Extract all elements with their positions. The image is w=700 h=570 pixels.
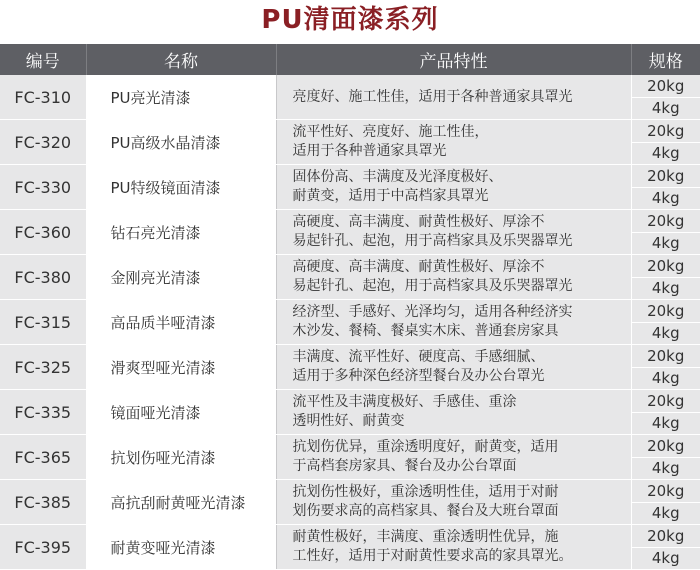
description-line: 适用于各种普通家具罩光 [293, 142, 631, 161]
product-description [276, 165, 631, 210]
table-row [0, 75, 700, 120]
product-description [276, 255, 631, 300]
product-name: PU特级镜面清漆 [86, 165, 276, 210]
spec-small: 4kg [632, 233, 700, 255]
description-line: 流平性及丰满度极好、手感佳、重涂 [293, 393, 631, 412]
table-row [0, 165, 700, 210]
product-code: FC-310 [0, 75, 86, 120]
product-code: FC-325 [0, 345, 86, 390]
spec-small: 4kg [632, 368, 700, 390]
product-name: 耐黄变哑光清漆 [86, 525, 276, 570]
product-code: FC-335 [0, 390, 86, 435]
table-row [0, 210, 700, 255]
product-description [276, 435, 631, 480]
description-line: 于高档套房家具、餐台及办公台罩面 [293, 457, 631, 476]
product-description [276, 480, 631, 525]
spec-small: 4kg [632, 98, 700, 120]
description-line: 易起针孔、起泡，用于高档家具及乐哭器罩光 [293, 277, 631, 296]
description-line: 抗划伤优异，重涂透明度好，耐黄变，适用 [293, 438, 631, 457]
spec-small: 4kg [632, 278, 700, 300]
product-code: FC-360 [0, 210, 86, 255]
spec-large: 20kg [632, 255, 700, 278]
product-code: FC-330 [0, 165, 86, 210]
description-line: 适用于多种深色经济型餐台及办公台罩光 [293, 367, 631, 386]
spec-cell [631, 75, 700, 120]
spec-large: 20kg [632, 210, 700, 233]
table-row [0, 345, 700, 390]
product-name: 金刚亮光清漆 [86, 255, 276, 300]
description-line: 高硬度、高丰满度、耐黄性极好、厚涂不 [293, 258, 631, 277]
spec-large: 20kg [632, 120, 700, 143]
header-spec: 规格 [631, 44, 700, 75]
spec-cell [631, 525, 700, 570]
spec-cell [631, 120, 700, 165]
product-name: 抗划伤哑光清漆 [86, 435, 276, 480]
product-name: 滑爽型哑光清漆 [86, 345, 276, 390]
spec-cell [631, 210, 700, 255]
spec-large: 20kg [632, 480, 700, 503]
product-name: 钻石亮光清漆 [86, 210, 276, 255]
product-description [276, 75, 631, 120]
description-line: 木沙发、餐椅、餐桌实木床、普通套房家具 [293, 322, 631, 341]
description-line: 高硬度、高丰满度、耐黄性极好、厚涂不 [293, 213, 631, 232]
product-name: PU高级水晶清漆 [86, 120, 276, 165]
description-line: 亮度好、施工性佳，适用于各种普通家具罩光 [293, 88, 631, 107]
spec-small: 4kg [632, 548, 700, 570]
product-name: 镜面哑光清漆 [86, 390, 276, 435]
description-line: 丰满度、流平性好、硬度高、手感细腻、 [293, 348, 631, 367]
spec-cell [631, 390, 700, 435]
table-row [0, 480, 700, 525]
page-title: PU清面漆系列 [0, 0, 700, 44]
product-table [0, 44, 700, 570]
spec-large: 20kg [632, 390, 700, 413]
product-description [276, 345, 631, 390]
spec-small: 4kg [632, 458, 700, 480]
spec-large: 20kg [632, 300, 700, 323]
spec-cell [631, 300, 700, 345]
spec-large: 20kg [632, 435, 700, 458]
product-description [276, 525, 631, 570]
description-line: 划伤要求高的高档家具、餐台及大班台罩面 [293, 502, 631, 521]
product-code: FC-385 [0, 480, 86, 525]
product-name: PU亮光清漆 [86, 75, 276, 120]
product-name: 高抗刮耐黄哑光清漆 [86, 480, 276, 525]
spec-cell [631, 255, 700, 300]
product-description [276, 390, 631, 435]
product-description [276, 300, 631, 345]
spec-large: 20kg [632, 75, 700, 98]
table-row [0, 120, 700, 165]
header-code: 编号 [0, 44, 86, 75]
description-line: 耐黄变，适用于中高档家具罩光 [293, 187, 631, 206]
description-line: 工性好，适用于对耐黄性要求高的家具罩光。 [293, 547, 631, 566]
product-description [276, 120, 631, 165]
product-code: FC-395 [0, 525, 86, 570]
table-row [0, 390, 700, 435]
table-header-row [0, 44, 700, 75]
product-code: FC-320 [0, 120, 86, 165]
product-code: FC-365 [0, 435, 86, 480]
spec-large: 20kg [632, 345, 700, 368]
product-code: FC-380 [0, 255, 86, 300]
spec-small: 4kg [632, 413, 700, 435]
spec-large: 20kg [632, 165, 700, 188]
spec-small: 4kg [632, 188, 700, 210]
description-line: 抗划伤性极好，重涂透明性佳，适用于对耐 [293, 483, 631, 502]
spec-large: 20kg [632, 525, 700, 548]
spec-small: 4kg [632, 323, 700, 345]
spec-small: 4kg [632, 503, 700, 525]
description-line: 透明性好、耐黄变 [293, 412, 631, 431]
description-line: 固体份高、丰满度及光泽度极好、 [293, 168, 631, 187]
description-line: 经济型、手感好、光泽均匀，适用各种经济实 [293, 303, 631, 322]
description-line: 流平性好、亮度好、施工性佳， [293, 123, 631, 142]
spec-cell [631, 165, 700, 210]
table-row [0, 435, 700, 480]
table-row [0, 255, 700, 300]
spec-cell [631, 345, 700, 390]
header-name: 名称 [86, 44, 276, 75]
description-line: 易起针孔、起泡，用于高档家具及乐哭器罩光 [293, 232, 631, 251]
product-code: FC-315 [0, 300, 86, 345]
spec-small: 4kg [632, 143, 700, 165]
product-name: 高品质半哑清漆 [86, 300, 276, 345]
description-line: 耐黄性极好，丰满度、重涂透明性优异，施 [293, 528, 631, 547]
spec-cell [631, 480, 700, 525]
spec-cell [631, 435, 700, 480]
table-row [0, 525, 700, 570]
table-row [0, 300, 700, 345]
header-desc: 产品特性 [276, 44, 631, 75]
product-description [276, 210, 631, 255]
